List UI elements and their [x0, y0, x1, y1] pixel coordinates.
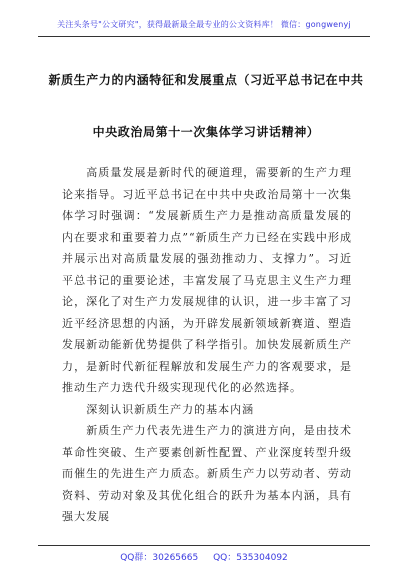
section-heading: 深刻认识新质生产力的基本内涵 [86, 402, 255, 416]
footer-divider [38, 545, 370, 546]
document-title-line-1: 新质生产力的内涵特征和发展重点（习近平总书记在中共 [48, 73, 364, 87]
body-paragraph: 新质生产力代表先进生产力的演进方向，是由技术革命性突破、生产要素创新性配置、产业深度转型升级而催生的先进生产力质态。新质生产力以劳动者、劳动资料、劳动对象及其优化组合的跃升为基本内涵，具有强大发展 [62, 424, 352, 523]
footer [0, 550, 408, 563]
document-body [62, 162, 352, 528]
header-banner[interactable]: 关注头条号"公文研究"，获得最新最全最专业的公文资料库！ 微信：gongwenyj [57, 20, 351, 29]
footer-qq-contact[interactable]: QQ：535304092 [213, 553, 288, 563]
document-title-line-2: 中央政治局第十一次集体学习讲话精神） [92, 125, 320, 139]
body-paragraph: 高质量发展是新时代的硬道理，需要新的生产力理论来指导。习近平总书记在中共中央政治局第十一次集体学习时强调：“发展新质生产力是推动高质量发展的内在要求和重要着力点”“新质生产力已经在实践中形成并展示出对高质量发展的强劲推动力、支撑力”。习近平总书记的重要论述，丰富发展了马克思主义生产力理论，深化了对生产力发展规律的认识，进一步丰富了习近平经济思想的内涵，为开辟发展新领域新赛道、塑造发展新动能新优势提供了科学指引。加快发展新质生产力，是新时代新征程解放和发展生产力的客观要求，是推动生产力迭代升级实现现代化的必然选择。 [62, 166, 352, 394]
footer-qq-group[interactable]: QQ群：30265665 [120, 553, 199, 563]
header-divider [38, 36, 370, 37]
